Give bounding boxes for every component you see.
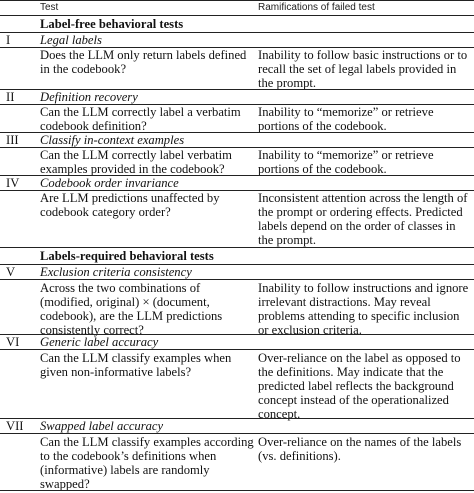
test-ramification: Over-reliance on the names of the labels (vs. definitions). — [258, 435, 462, 463]
test-ramification: Inability to “memorize” or retrieve portions of the codebook. — [258, 148, 434, 176]
test-question: Are LLM predictions unaffected by codebook category order? — [40, 191, 220, 219]
test-number: II — [6, 90, 15, 104]
test-ramification: Inconsistent attention across the length of the prompt or ordering effects. Predicted labels depend on the order of classes in the prompt. — [258, 191, 468, 247]
test-number: III — [6, 133, 19, 147]
test-name: Swapped label accuracy — [40, 419, 164, 433]
test-name: Definition recovery — [40, 90, 138, 104]
test-name: Classify in-context examples — [40, 133, 185, 147]
test-ramification: Over-reliance on the label as opposed to the definitions. May indicate that the predicted label reflects the background concept instead of the operationalized concept. — [258, 351, 461, 421]
section-title-labels-required: Labels-required behavioral tests — [40, 249, 214, 263]
test-question: Can the LLM correctly label a verbatim codebook definition? — [40, 105, 241, 133]
test-question: Across the two combinations of (modified, original) × (document, codebook), are the LLM predictions consistently correct? — [40, 281, 223, 337]
test-number: IV — [6, 176, 20, 190]
column-header-test: Test — [40, 2, 59, 13]
section-end-rule — [0, 247, 474, 248]
test-name-rule — [0, 433, 474, 434]
table-bottom-rule — [0, 490, 474, 491]
test-name: Codebook order invariance — [40, 176, 179, 190]
test-ramification: Inability to follow basic instructions or to recall the set of legal labels provided in the prompt. — [258, 48, 468, 90]
test-question: Can the LLM correctly label verbatim examples provided in the codebook? — [40, 148, 232, 176]
test-number: I — [6, 33, 11, 47]
test-question: Does the LLM only return labels defined in the codebook? — [40, 48, 247, 76]
section-title-label-free: Label-free behavioral tests — [40, 17, 184, 31]
test-name-rule — [0, 349, 474, 350]
test-question: Can the LLM classify examples according to the codebook’s definitions when (informative) labels are randomly swapped? — [40, 435, 254, 491]
test-number: V — [6, 265, 16, 279]
test-ramification: Inability to follow instructions and ignore irrelevant distractions. May reveal problems attending to specific inclusion or exclusion criteria. — [258, 281, 469, 337]
test-number: VI — [6, 335, 20, 349]
test-name: Generic label accuracy — [40, 335, 159, 349]
test-number: VII — [6, 419, 24, 433]
test-name: Legal labels — [40, 33, 102, 47]
test-name: Exclusion criteria consistency — [40, 265, 192, 279]
test-name-rule — [0, 279, 474, 280]
header-bottom-rule — [0, 15, 474, 16]
table-top-rule — [0, 0, 474, 1]
column-header-ramifications: Ramifications of failed test — [258, 2, 375, 13]
test-question: Can the LLM classify examples when given non-informative labels? — [40, 351, 232, 379]
test-ramification: Inability to “memorize” or retrieve portions of the codebook. — [258, 105, 434, 133]
